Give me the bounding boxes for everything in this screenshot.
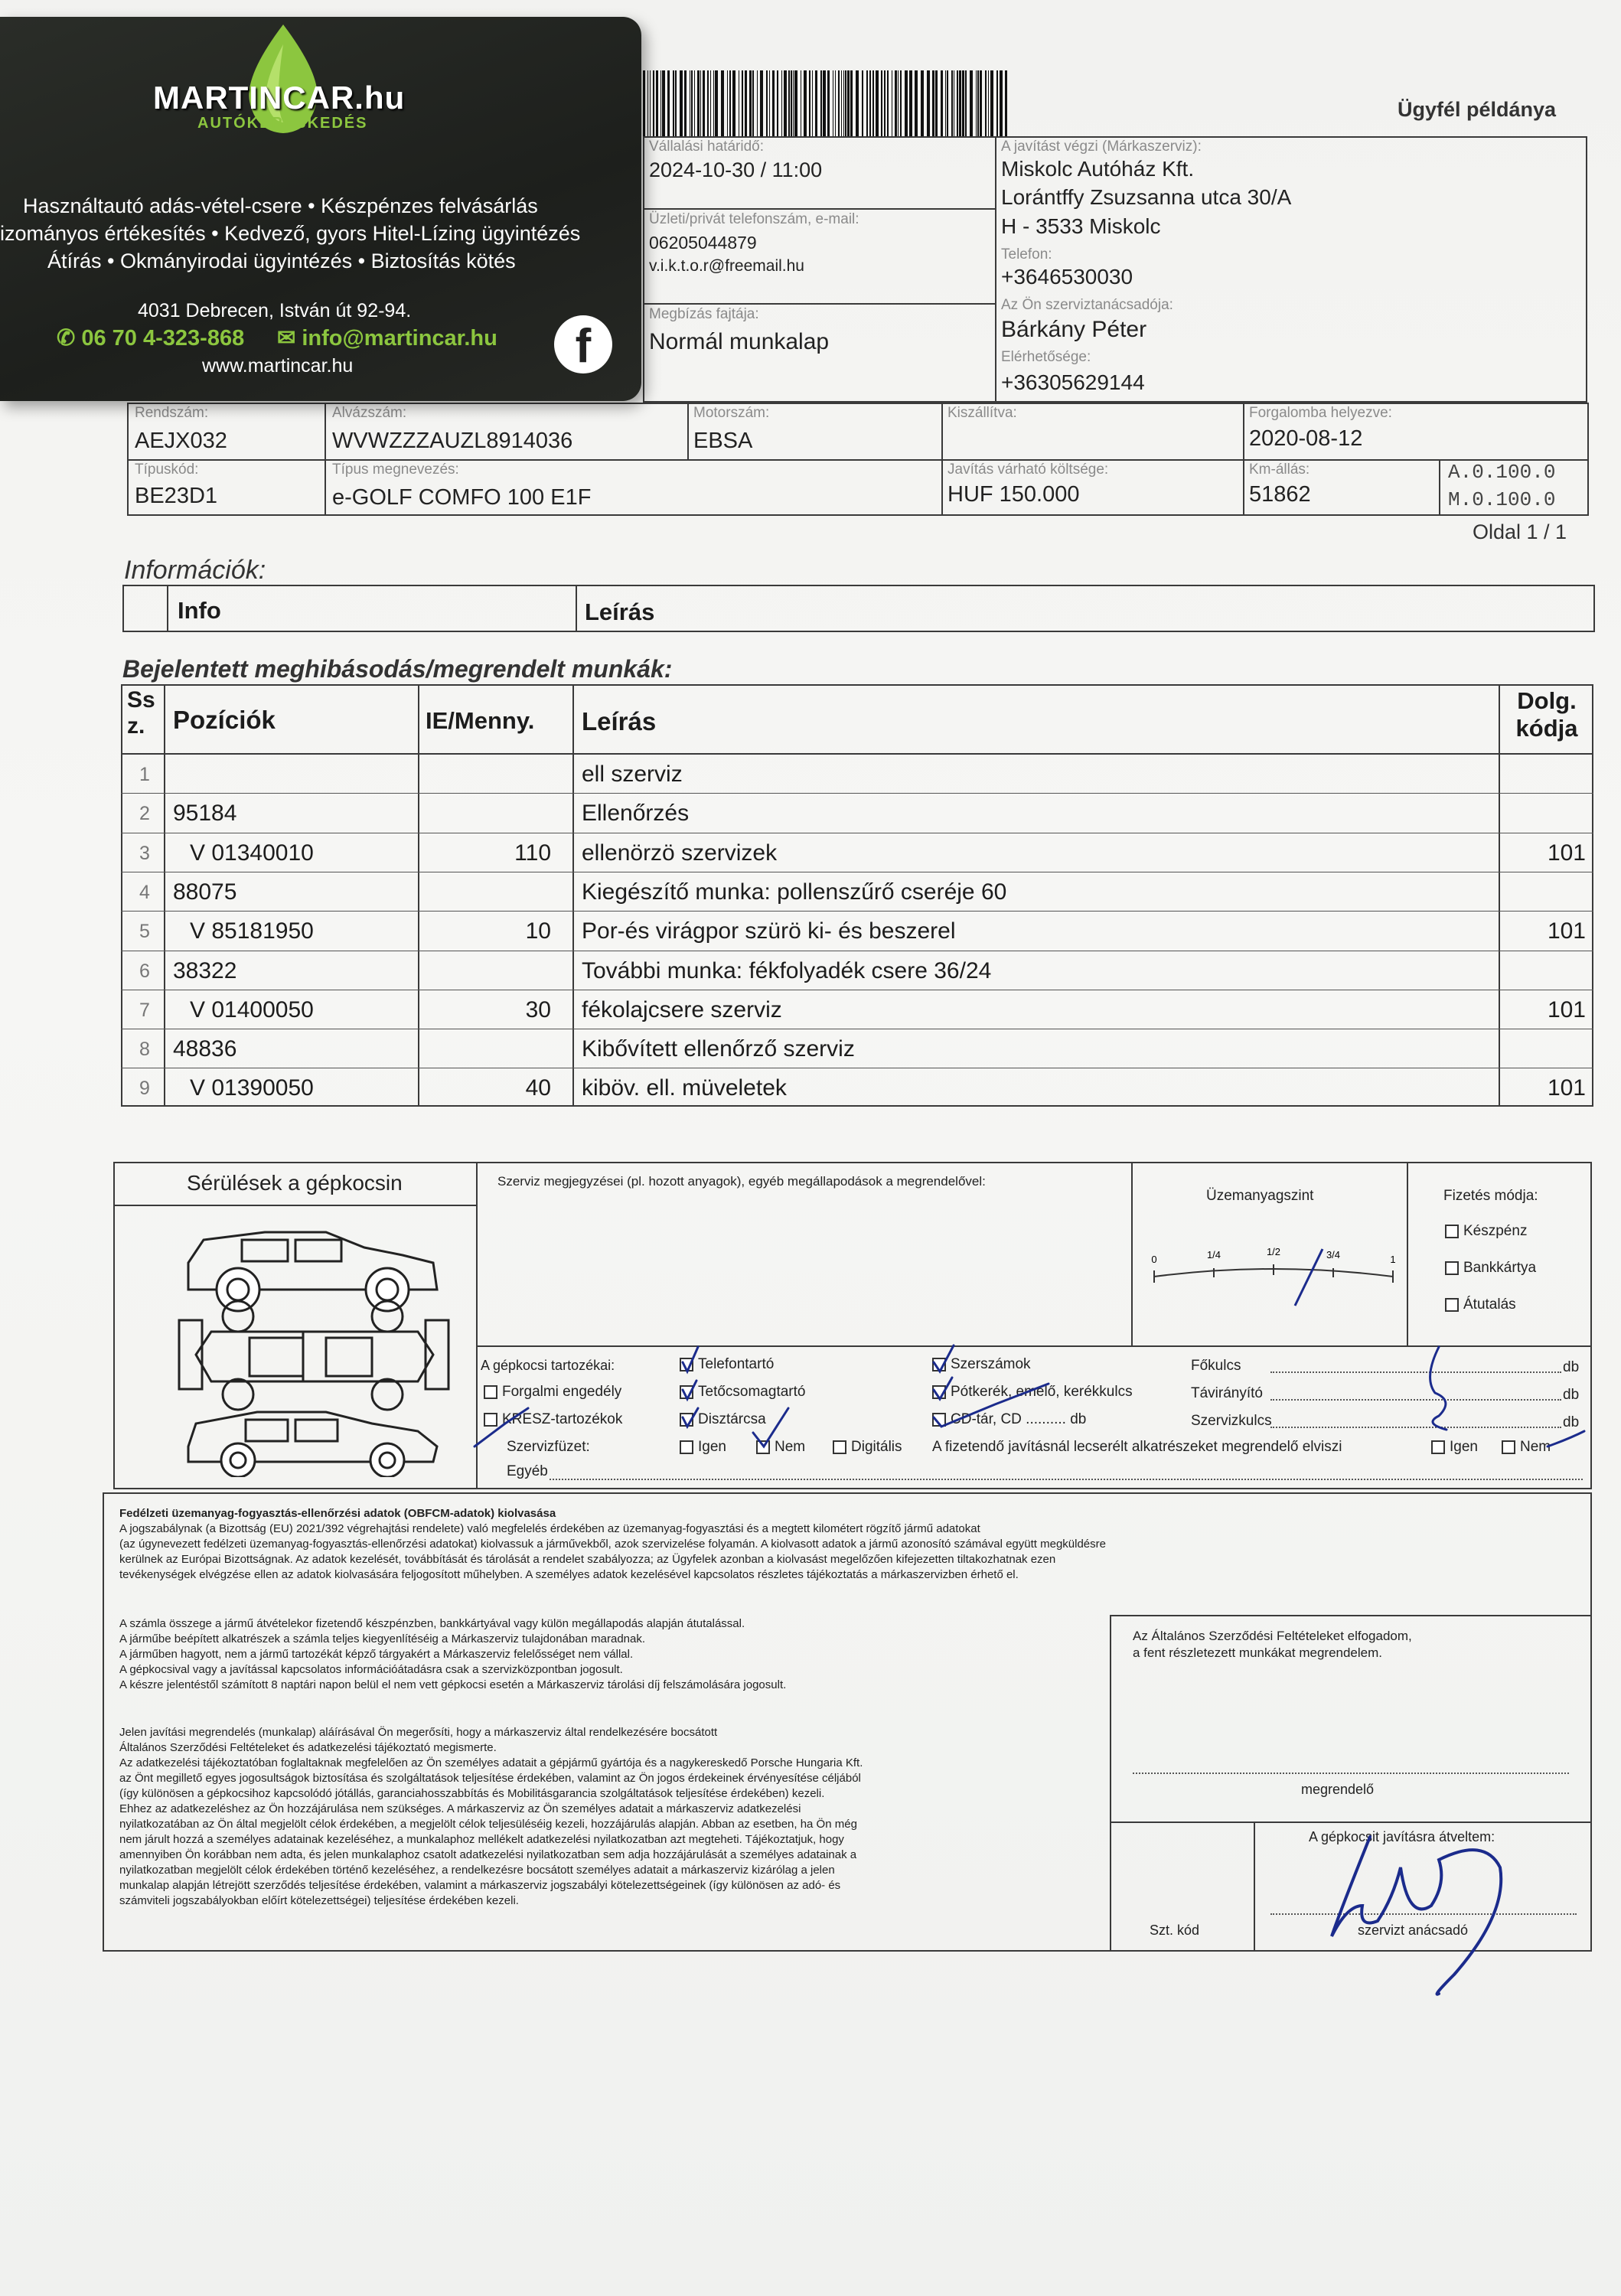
gdpr-5: (így különösen a gépkocsihoz kapcsolódó jótállás, garanciahosszabbítás és Mobilitásgarancia szolgáltatások teljesítése érdekében) kezeli.	[119, 1787, 825, 1800]
handwritten-ticks	[459, 1332, 1607, 1454]
jobs-col-pos: Pozíciók	[173, 706, 276, 734]
row-position: 95184	[173, 801, 237, 826]
gdpr-10: nyilatkozatban megjelölt célok érdekében történő kezeléséhez, a rendelkezésre bocsátott személyes adatait a márkaszerviz kizárólag a jelen	[119, 1864, 835, 1877]
row-position: 48836	[173, 1036, 237, 1062]
obfcm-title: Fedélzeti üzemanyag-fogyasztás-ellenőrzési adatok (OBFCM-adatok) kiolvasása	[119, 1507, 556, 1520]
row-quantity: 10	[525, 918, 551, 944]
row-description: ell szerviz	[582, 762, 683, 787]
row-position: V 01390050	[190, 1075, 314, 1101]
acc-roof-rack[interactable]: Tetőcsomagtartó	[680, 1384, 805, 1401]
table-row	[121, 951, 1592, 990]
type-name-value: e-GOLF COMFO 100 E1F	[332, 485, 592, 510]
service-street: Lorántffy Zsuzsanna utca 30/A	[1001, 185, 1292, 209]
ad-line-3: Átírás • Okmányirodai ügyintézés • Biztosítás kötés	[47, 249, 516, 272]
ad-line-2: izományos értékesítés • Kedvező, gyors Hitel-Lízing ügyintézés	[0, 222, 581, 245]
service-name: Miskolc Autóház Kft.	[1001, 157, 1195, 181]
page-number: Oldal 1 / 1	[1473, 520, 1567, 543]
km-value: 51862	[1249, 482, 1311, 507]
row-position: V 01400050	[190, 997, 314, 1022]
row-worker-code: 101	[1547, 1075, 1586, 1101]
row-worker-code: 101	[1547, 918, 1586, 944]
acc-remote: Távirányító	[1191, 1385, 1263, 1401]
accept-line-1: Az Általános Szerződési Feltételeket elfogadom,	[1133, 1629, 1412, 1643]
gdpr-7: nyilatkozatában az Ön által megjelölt célok érdekében, a megjelölt célok teljesüléséig kezeli, hozzájárulás alapján. Abban az esetben, ha Ön még	[119, 1818, 857, 1831]
row-number: 8	[139, 1039, 150, 1060]
cost-value: HUF 150.000	[947, 482, 1080, 507]
acc-kresz[interactable]: KRESZ-tartozékok	[484, 1411, 622, 1428]
cost-label: Javítás várható költsége:	[947, 461, 1109, 478]
advisor-signature	[1316, 1821, 1515, 1998]
deadline-label: Vállalási határidő:	[649, 139, 764, 155]
gdpr-4: az Önt megillető egyes jogosultságok biztosítása és szolgáltatások teljesítése érdekében, valamint az Ön jogos érdekeinek érvényesítése céljából	[119, 1772, 861, 1785]
copy-label: Ügyfél példánya	[1398, 98, 1557, 121]
fuel-gauge	[1145, 1247, 1402, 1309]
row-number: 3	[139, 843, 150, 864]
accessories-label: A gépkocsi tartozékai:	[481, 1358, 615, 1373]
row-description: További munka: fékfolyadék csere 36/24	[582, 958, 992, 983]
row-quantity: 40	[525, 1075, 551, 1101]
obfcm-text-1: A jogszabálynak (a Bizottság (EU) 2021/392 végrehajtási rendelete) való megfelelés érdekében az üzemanyag-fogyasztási és a megtett kilométert rögzítő jármű adatokat	[119, 1522, 980, 1535]
service-city: H - 3533 Miskolc	[1001, 214, 1161, 238]
gdpr-2: Általános Szerződési Feltételeket és adatkezelési tájékoztató megismerte.	[119, 1741, 497, 1754]
row-description: Por-és virágpor szürö ki- és beszerel	[582, 918, 956, 944]
acc-spare-wheel[interactable]: Pótkerék, emelő, kerékkulcs	[932, 1384, 1133, 1401]
gdpr-1: Jelen javítási megrendelés (munkalap) aláírásával Ön megerősíti, hogy a márkaszerviz által rendelkezésére bocsátott	[119, 1726, 718, 1739]
unit-db-2: db	[1563, 1387, 1580, 1403]
servicebook-no[interactable]: Nem	[756, 1439, 805, 1456]
acc-registration[interactable]: Forgalmi engedély	[484, 1384, 621, 1401]
vin-label: Alvázszám:	[332, 405, 407, 421]
row-number: 4	[139, 882, 150, 903]
table-row	[121, 833, 1592, 872]
gdpr-3: Az adatkezelési tájékoztatóban foglaltaknak megfelelően az Ön személyes adatait a gépjármű gyártója és a nagykereskedő Porsche Hungaria Kft.	[119, 1756, 863, 1769]
szt-code-label: Szt. kód	[1150, 1923, 1200, 1938]
row-position: V 01340010	[190, 840, 314, 866]
acc-phone-holder[interactable]: Telefontartó	[680, 1356, 774, 1373]
notes-label: Szerviz megjegyzései (pl. hozott anyagok), egyéb megállapodások a megrendelővel:	[497, 1174, 986, 1189]
vin-value: WVWZZZAUZL8914036	[332, 429, 573, 453]
service-tel: +3646530030	[1001, 265, 1133, 289]
gdpr-12: számviteli jogszabályokban előírt kötelezettségei) teljesítése érdekében kezeli.	[119, 1894, 519, 1907]
servicebook-label: Szervizfüzet:	[507, 1439, 590, 1455]
fuel-tick-3: 3/4	[1326, 1249, 1341, 1261]
acc-cd[interactable]: CD-tár, CD .......... db	[932, 1411, 1086, 1428]
fuel-label: Üzemanyagszint	[1206, 1188, 1314, 1204]
row-position: V 85181950	[190, 918, 314, 944]
acc-main-key: Főkulcs	[1191, 1358, 1241, 1374]
fuel-tick-4: 1	[1390, 1254, 1396, 1265]
reg-date-label: Forgalomba helyezve:	[1249, 405, 1392, 421]
fuel-tick-2: 1/2	[1266, 1247, 1281, 1257]
advisor-tel: +36305629144	[1001, 370, 1145, 394]
ad-phone: ✆ 06 70 4-323-868	[57, 326, 245, 351]
row-description: ellenörzö szervizek	[582, 840, 778, 866]
type-code-value: BE23D1	[135, 484, 218, 508]
table-row	[121, 1068, 1592, 1107]
customer-signature-label: megrendelő	[1301, 1782, 1375, 1797]
payment-cash[interactable]: Készpénz	[1445, 1223, 1527, 1240]
received-label: A gépkocsit javításra átveltem:	[1309, 1829, 1495, 1844]
info-title: Információk:	[124, 556, 266, 585]
row-number: 5	[139, 921, 150, 942]
servicebook-yes[interactable]: Igen	[680, 1439, 726, 1456]
jobs-col-qty: IE/Menny.	[426, 707, 535, 734]
plate-label: Rendszám:	[135, 405, 209, 421]
row-description: Ellenőrzés	[582, 801, 690, 826]
servicebook-digital[interactable]: Digitális	[833, 1439, 902, 1456]
row-worker-code: 101	[1547, 840, 1586, 866]
row-quantity: 30	[525, 997, 551, 1022]
service-tel-label: Telefon:	[1001, 246, 1052, 263]
jobs-col-sz: Ss z.	[127, 687, 155, 739]
ad-line-1: Használtautó adás-vétel-csere • Készpénzes felvásárlás	[23, 194, 538, 217]
customer-email: v.i.k.t.o.r@freemail.hu	[649, 257, 804, 275]
row-quantity: 110	[514, 840, 551, 866]
row-number: 2	[139, 803, 150, 824]
advisor-label: Az Ön szerviztanácsadója:	[1001, 297, 1173, 313]
parts-text: A fizetendő javításnál lecserélt alkatrészeket megrendelő elviszi	[932, 1439, 1342, 1455]
engine-label: Motorszám:	[693, 405, 770, 421]
row-description: Kiegészítő munka: pollenszűrő cseréje 60	[582, 879, 1007, 905]
payment-transfer[interactable]: Átutalás	[1445, 1296, 1516, 1313]
info-table	[122, 585, 1595, 632]
acc-hubcaps[interactable]: Disztárcsa	[680, 1411, 766, 1428]
jobs-title: Bejelentett meghibásodás/megrendelt munkák:	[122, 655, 673, 683]
engine-value: EBSA	[693, 429, 753, 453]
table-row	[121, 990, 1592, 1029]
payment-label: Fizetés módja:	[1443, 1188, 1538, 1204]
gdpr-11: munkalap alapján létrejött szerződés teljesítése érdekében, valamint a márkaszerviz jogszabályi kötelezettségeinek (így különösen az adó- és	[119, 1879, 841, 1892]
type-code-label: Típuskód:	[135, 461, 199, 478]
ad-email: ✉ info@martincar.hu	[277, 326, 497, 351]
damage-title: Sérülések a gépkocsin	[187, 1171, 403, 1195]
dealer-ad-card	[0, 17, 641, 401]
advisor-signature-label: szervizt anácsadó	[1358, 1923, 1469, 1938]
gdpr-6: Ehhez az adatkezeléshez az Ön hozzájárulása nem szükséges. A márkaszerviz az Ön személyes adatait a márkaszerviz adatkezelési	[119, 1802, 801, 1815]
jobs-col-desc: Leírás	[582, 707, 657, 735]
gdpr-9: amennyiben Ön korábban nem adta, és jelen munkalaphoz csatolt adatkezelési nyilatkozatban sem adja hozzájárulását a személyes adatainak a	[119, 1848, 857, 1861]
fuel-tick-1: 1/4	[1206, 1249, 1221, 1261]
unit-db-3: db	[1563, 1414, 1580, 1430]
row-description: fékolajcsere szerviz	[582, 997, 782, 1022]
row-number: 9	[139, 1078, 150, 1099]
table-row	[121, 912, 1592, 951]
code-m: M.0.100.0	[1448, 488, 1556, 511]
delivered-label: Kiszállítva:	[947, 405, 1017, 421]
service-label: A javítást végzi (Márkaszerviz):	[1001, 139, 1202, 155]
terms-5: A készre jelentéstől számított 8 naptári napon belül el nem vett gépkocsi esetén a Márkaszerviz tárolási díj felszámolására jogosult.	[119, 1678, 787, 1691]
table-row	[121, 755, 1592, 794]
ad-subtitle: AUTÓKERESKEDÉS	[197, 115, 368, 132]
obfcm-text-2: (az úgynevezett fedélzeti üzemanyag-fogyasztás-ellenőrzési adatokat) kiolvassuk a járművekből, azok szervizelése folyamán. A kiolvasott adatok a jármű azonosító számával együtt megküldésre	[119, 1538, 1106, 1551]
acc-service-key: Szervizkulcs	[1191, 1413, 1272, 1429]
phone-icon: ✆	[57, 326, 82, 351]
jobs-col-code: Dolg. kódja	[1515, 687, 1578, 742]
code-a: A.0.100.0	[1448, 461, 1556, 484]
obfcm-text-4: tevékenységek elvégzése ellen az adatok kiolvasására feljogosított műhelyben. A személyes adatok kezelésével kapcsolatos részletes tájékoztatás a márkaszervizben érhető el.	[119, 1568, 1019, 1581]
table-row	[121, 872, 1592, 912]
table-row	[121, 1029, 1592, 1068]
row-position: 88075	[173, 879, 237, 905]
terms-2: A járműbe beépített alkatrészek a számla teljes kiegyenlítéséig a Márkaszerviz tulajdonában maradnak.	[119, 1632, 646, 1645]
row-description: kiböv. ell. müveletek	[582, 1075, 787, 1101]
row-number: 6	[139, 960, 150, 982]
terms-3: A járműben hagyott, nem a jármű tartozékát képző tárgyakért a Márkaszerviz felelősséget nem vállal.	[119, 1648, 634, 1661]
info-col-desc: Leírás	[585, 598, 655, 625]
table-row	[121, 794, 1592, 833]
other-label: Egyéb	[507, 1463, 548, 1479]
contact-label: Üzleti/privát telefonszám, e-mail:	[649, 211, 859, 227]
obfcm-text-3: kerülnek az Európai Bizottságnak. Az adatok kezelését, továbbítását és tárolását a rendelet szabályozza; az Ügyfelek azonban a kiolvasást megelőzően kifejezetten tiltakozhatnak ezen	[119, 1553, 1056, 1566]
advisor-reach-label: Elérhetősége:	[1001, 349, 1091, 365]
row-position: 38322	[173, 958, 237, 983]
deadline-value: 2024-10-30 / 11:00	[649, 158, 823, 181]
reg-date-value: 2020-08-12	[1249, 426, 1363, 451]
customer-phone: 06205044879	[649, 233, 757, 253]
acc-tools[interactable]: Szerszámok	[932, 1356, 1031, 1373]
order-type-value: Normál munkalap	[649, 329, 830, 354]
barcode	[640, 70, 1012, 141]
gdpr-8: nem járult hozzá a személyes adatainak kezeléséhez, a munkalaphoz mellékelt adatkezelési nyilatkozatban azt megteheti. Tájékoztatjuk, hogy	[119, 1833, 844, 1846]
row-number: 1	[139, 764, 150, 785]
fuel-tick-0: 0	[1151, 1254, 1157, 1265]
advisor-name: Bárkány Péter	[1001, 317, 1147, 342]
row-worker-code: 101	[1547, 997, 1586, 1022]
info-col-info: Info	[178, 597, 221, 624]
car-damage-diagram	[173, 1217, 456, 1477]
row-number: 7	[139, 1000, 150, 1021]
mail-icon: ✉	[277, 326, 302, 351]
parts-no[interactable]: Nem	[1502, 1439, 1551, 1456]
ad-address: 4031 Debrecen, István út 92-94.	[138, 300, 412, 321]
parts-yes[interactable]: Igen	[1431, 1439, 1478, 1456]
payment-card[interactable]: Bankkártya	[1445, 1260, 1536, 1277]
row-description: Kibővített ellenőrző szerviz	[582, 1036, 855, 1062]
terms-1: A számla összege a jármű átvételekor fizetendő készpénzben, bankkártyával vagy külön megállapodás alapján átutalással.	[119, 1617, 745, 1630]
terms-4: A gépkocsival vagy a javítással kapcsolatos információátadásra csak a szervizközpontban jogosult.	[119, 1663, 623, 1676]
order-type-label: Megbízás fajtája:	[649, 306, 759, 322]
facebook-icon: f	[554, 315, 612, 373]
km-label: Km-állás:	[1249, 461, 1310, 478]
ad-web: www.martincar.hu	[202, 355, 354, 377]
ad-brand: MARTINCAR.hu	[153, 80, 406, 116]
plate-value: AEJX032	[135, 429, 227, 453]
accept-line-2: a fent részletezett munkákat megrendelem.	[1133, 1645, 1382, 1660]
type-name-label: Típus megnevezés:	[332, 461, 459, 478]
unit-db-1: db	[1563, 1359, 1580, 1375]
